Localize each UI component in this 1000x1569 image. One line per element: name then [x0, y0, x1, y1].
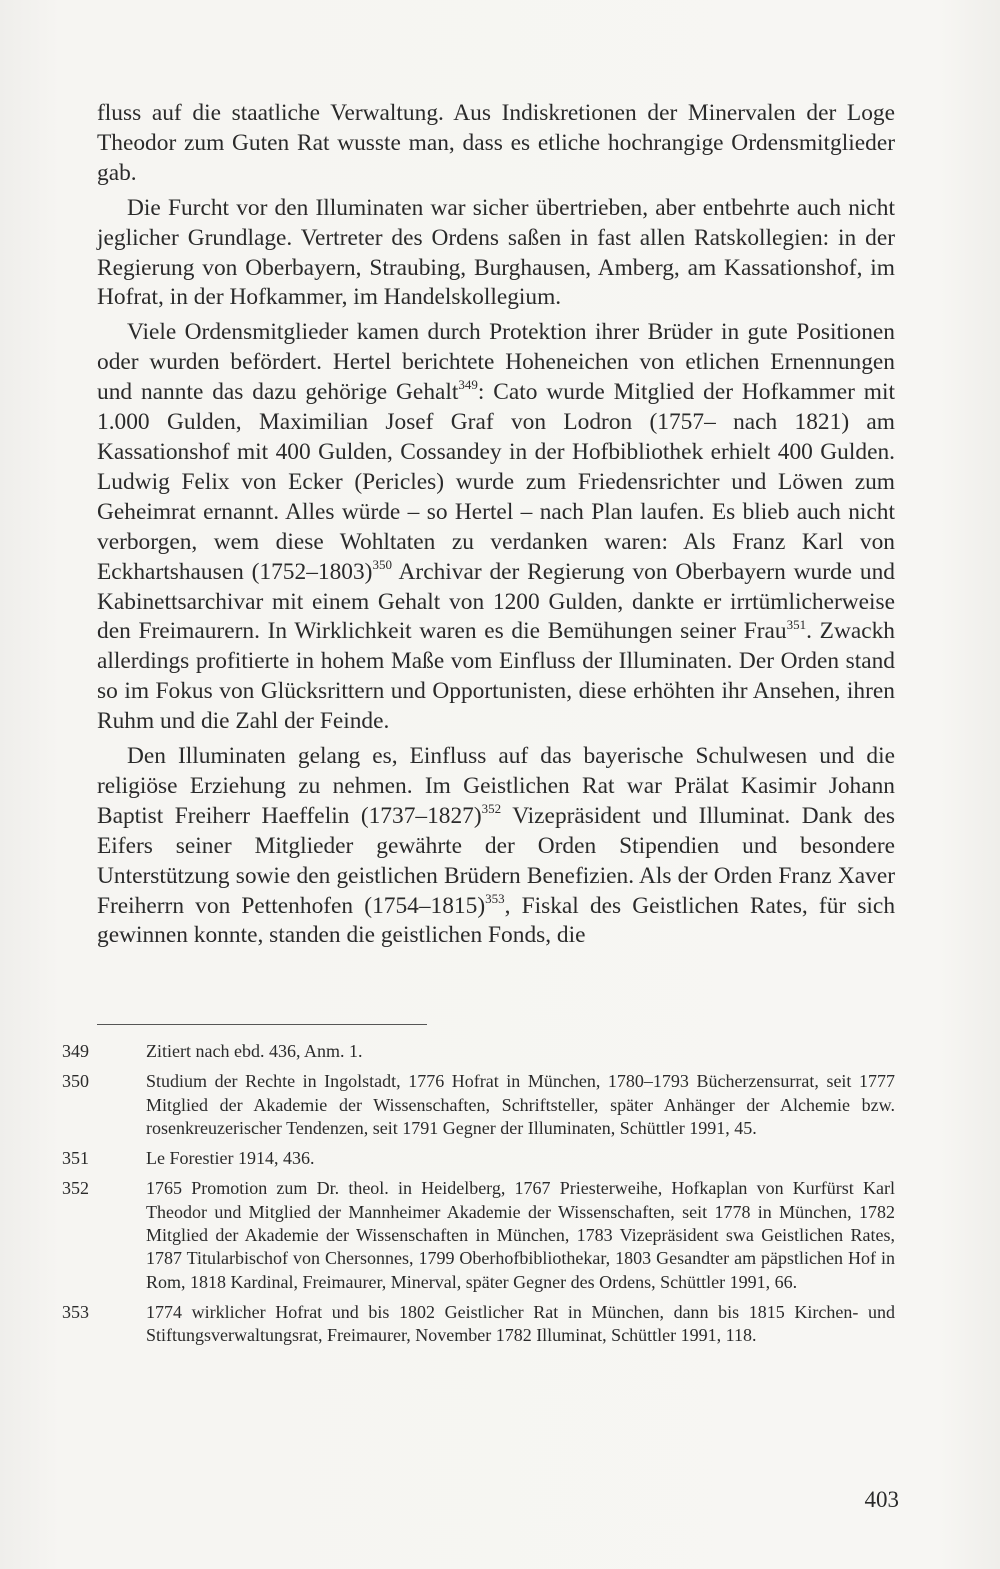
paragraph-4: [97, 742, 895, 951]
paragraph-4-seg-2: , Fiskal des Geistlichen Rates, für sich gewinnen konnte, standen die geistlichen Fonds, die: [97, 892, 896, 949]
footnote-number: 351: [62, 1148, 89, 1169]
footnote-352: [62, 1177, 895, 1293]
footnote-349: [62, 1040, 895, 1063]
paragraph-1: fluss auf die staatliche Verwaltung. Aus Indiskretionen der Minervalen der Loge Theodor zum Guten Rat wusste man, dass es etliche hochrangige Ordensmitglieder gab.: [97, 100, 895, 186]
paragraph-4-seg-1: Vizepräsident und Illuminat. Dank des Eifers seiner Mitglieder gewährte der Orden Stipendien und besondere Unterstützung sowie den geistlichen Brüdern Benefizien. Als der Orden Franz Xaver Freiherrn von Pettenhofen (1754–1815): [97, 802, 895, 919]
paragraph-3-seg-3: . Zwackh allerdings profitierte in hohem Maße vom Einfluss der Illuminaten. Der Orden stand so im Fokus von Glücksrittern und Opportunisten, diese erhöhten ihr Ansehen, ihren Ruhm und die Zahl der Feinde.: [97, 618, 895, 735]
footnote-text: Zitiert nach ebd. 436, Anm. 1.: [146, 1041, 363, 1061]
footnote-number: 353: [62, 1301, 89, 1322]
paragraph-3-seg-2: Archivar der Regierung von Oberbayern wurde und Kabinettsarchivar mit einem Gehalt von 1200 Gulden, dankte er irrtümlicherweise den Freimaurern. In Wirklichkeit waren es die Bemühungen seiner Frau: [97, 558, 895, 645]
footnote-text: Studium der Rechte in Ingolstadt, 1776 Hofrat in München, 1780–1793 Bücherzensurrat, seit 1777 Mitglied der Akademie der Wissenschaften, Schriftsteller, später Anhänger der Alchemie bzw. rosenkreuzerischer Tendenzen, seit 1791 Gegner der Illuminaten, Schüttler 1991, 45.: [146, 1071, 895, 1138]
footnote-351: [62, 1147, 895, 1170]
footnote-353: [62, 1301, 895, 1348]
footnote-ref-350[interactable]: 350: [372, 556, 392, 572]
footnote-ref-352[interactable]: 352: [481, 801, 502, 817]
paragraph-3-seg-1: : Cato wurde Mitglied der Hofkammer mit 1.000 Gulden, Maximilian Josef Graf von Lodron (1757– nach 1821) am Kassationshof mit 400 Gulden, Cossandey in der Hofbibliothek erhielt 400 Gulden. Ludwig Felix von Ecker (Pericles) wurde zum Friedensrichter und Löwen zum Geheimrat ernannt. Alles würde – so Hertel – nach Plan laufen. Es blieb auch nicht verborgen, wem diese Wohltaten zu verdanken waren: Als Franz Karl von Eckhartshausen (1752–1803): [97, 379, 895, 585]
footnote-ref-353[interactable]: 353: [485, 890, 505, 906]
page-number: 403: [864, 1487, 899, 1512]
paragraph-3-lead: Viele Ordensmitglieder kamen durch Protektion ihrer Brüder in gute Positionen oder wurden befördert. Hertel berichtete Hoheneichen von etlichen Ernennungen und nannte das dazu gehörige Gehalt: [97, 319, 895, 406]
footnote-text: 1765 Promotion zum Dr. theol. in Heidelberg, 1767 Priesterweihe, Hofkaplan von Kurfürst Karl Theodor und Mitglied der Mannheimer Akademie der Wissenschaften, seit 1778 in München, 1782 Mitglied der Akademie der Wissenschaften in München, 1783 Vizepräsident swa Geistlichen Rates, 1787 Titularbischof von Chersonnes, 1799 Oberhofbibliothekar, 1803 Gesandter am päpstlichen Hof in Rom, 1818 Kardinal, Freimaurer, Minerval, später Gegner des Ordens, Schüttler 1991, 66.: [146, 1178, 895, 1292]
footnotes: [62, 1040, 895, 1355]
main-text: [97, 99, 895, 951]
paragraph-2: Die Furcht vor den Illuminaten war sicher übertrieben, aber entbehrte auch nicht jeglicher Grundlage. Vertreter des Ordens saßen in fast allen Ratskollegien: in der Regierung von Oberbayern, Straubing, Burghausen, Amberg, am Kassationshof, im Hofrat, in der Hofkammer, im Handelskollegium.: [97, 194, 895, 311]
footnote-text: Le Forestier 1914, 436.: [146, 1148, 315, 1169]
footnote-divider: [97, 1024, 427, 1025]
footnote-ref-351[interactable]: 351: [786, 616, 807, 632]
footnote-number: 349: [62, 1041, 89, 1061]
paragraph-3: [97, 318, 895, 737]
footnote-350: [62, 1070, 895, 1140]
footnote-number: 352: [62, 1178, 89, 1199]
footnote-text: 1774 wirklicher Hofrat und bis 1802 Geistlicher Rat in München, dann bis 1815 Kirchen- und Stiftungsverwaltungsrat, Freimaurer, November 1782 Illuminat, Schüttler 1991, 118.: [146, 1301, 895, 1346]
footnote-number: 350: [62, 1071, 89, 1092]
footnote-ref-349[interactable]: 349: [458, 377, 478, 393]
paragraph-4-lead: Den Illuminaten gelang es, Einfluss auf das bayerische Schulwesen und die religiöse Erziehung zu nehmen. Im Geistlichen Rat war Prälat Kasimir Johann Baptist Freiherr Haeffelin (1737–1827): [97, 743, 895, 829]
